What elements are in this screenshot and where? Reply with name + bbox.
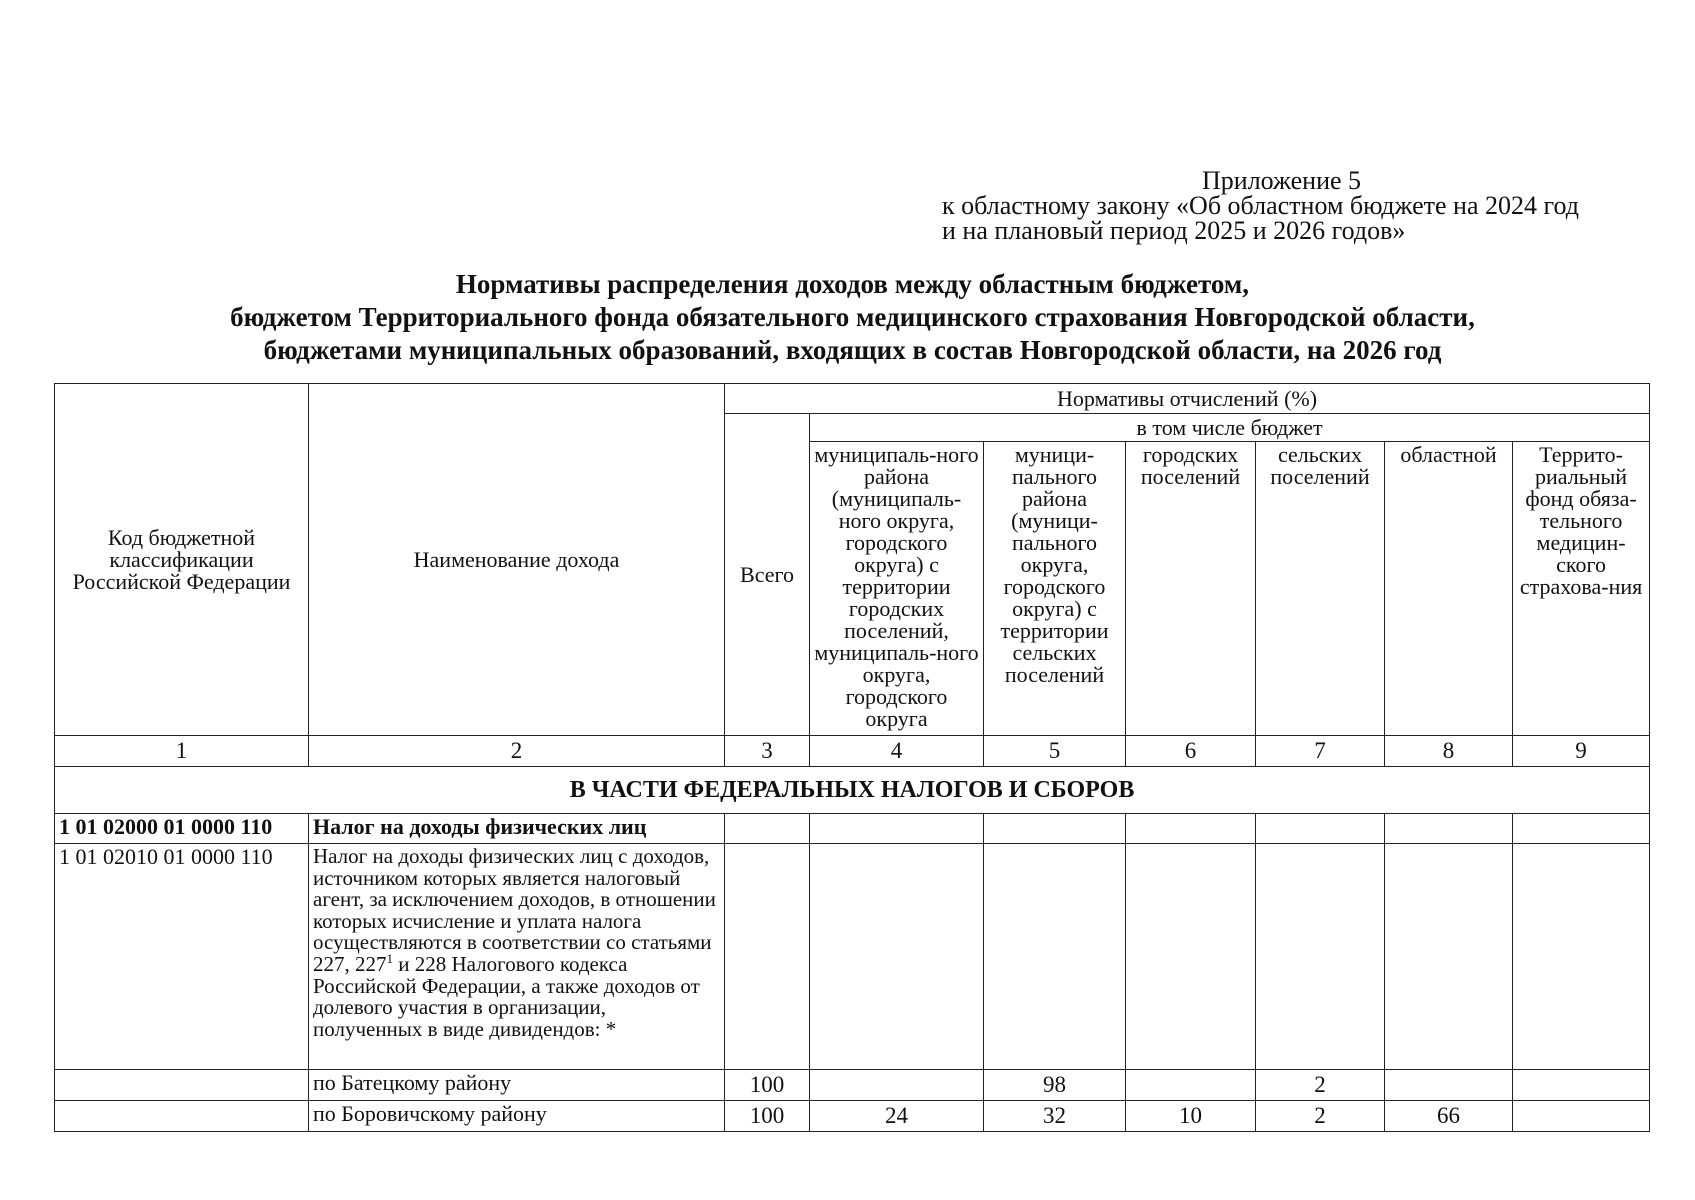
value-total: 100 bbox=[725, 1070, 810, 1101]
value-col-8: 66 bbox=[1385, 1101, 1513, 1132]
header-col-4: муниципаль-ного района (муниципаль-ного округа, городского округа) с территории городских поселений, муниципаль-ного округа, городского округа bbox=[810, 442, 984, 736]
row-code: 1 01 02010 01 0000 110 bbox=[55, 844, 309, 1070]
column-number: 9 bbox=[1513, 736, 1650, 767]
row-name-part-1: Налог на доходы физических лиц с доходов, источником которых является налоговый агент, за исключением доходов, в отношении которых исчисление и уплата налога осуществляются в соответствии со статьями 227, 227 bbox=[313, 844, 716, 976]
document-title bbox=[40, 268, 1665, 367]
row-code: 1 01 02000 01 0000 110 bbox=[55, 814, 309, 844]
column-number: 8 bbox=[1385, 736, 1513, 767]
row-name: по Батецкому району bbox=[309, 1070, 725, 1101]
empty-cell bbox=[1513, 814, 1650, 844]
table-row bbox=[55, 814, 1650, 844]
header-col-8: областной bbox=[1385, 442, 1513, 736]
empty-cell bbox=[984, 844, 1126, 1070]
row-name: Налог на доходы физических лиц bbox=[309, 814, 725, 844]
header-col-6: городских поселений bbox=[1126, 442, 1256, 736]
title-line-2: бюджетом Территориального фонда обязательного медицинского страхования Новгородской области, bbox=[230, 302, 1475, 332]
table-row bbox=[55, 844, 1650, 1070]
value-col-5: 98 bbox=[984, 1070, 1126, 1101]
value-col-5: 32 bbox=[984, 1101, 1126, 1132]
value-col-4: 24 bbox=[810, 1101, 984, 1132]
table-row bbox=[55, 1070, 1650, 1101]
column-number: 3 bbox=[725, 736, 810, 767]
empty-cell bbox=[1126, 814, 1256, 844]
value-col-4 bbox=[810, 1070, 984, 1101]
appendix-heading bbox=[942, 168, 1662, 243]
empty-cell bbox=[55, 1070, 309, 1101]
row-name-part-2: и 228 Налогового кодекса Российской Федерации, а также доходов от долевого участия в организации, полученных в виде дивидендов: * bbox=[313, 951, 700, 1041]
empty-cell bbox=[1513, 844, 1650, 1070]
value-col-7: 2 bbox=[1256, 1101, 1385, 1132]
empty-cell bbox=[1385, 844, 1513, 1070]
column-number: 5 bbox=[984, 736, 1126, 767]
empty-cell bbox=[1126, 844, 1256, 1070]
column-number: 2 bbox=[309, 736, 725, 767]
value-col-9 bbox=[1513, 1101, 1650, 1132]
title-line-1: Нормативы распределения доходов между областным бюджетом, bbox=[455, 269, 1250, 299]
header-norms: Нормативы отчислений (%) bbox=[725, 384, 1650, 414]
empty-cell bbox=[810, 814, 984, 844]
value-col-6 bbox=[1126, 1070, 1256, 1101]
appendix-law-reference: к областному закону «Об областном бюджете на 2024 год bbox=[942, 191, 1579, 220]
appendix-law-reference-cont: и на плановый период 2025 и 2026 годов» bbox=[942, 216, 1406, 245]
section-row bbox=[55, 767, 1650, 814]
header-col-9: Террито-риальный фонд обяза-тельного медицин-ского страхова-ния bbox=[1513, 442, 1650, 736]
header-col-7: сельских поселений bbox=[1256, 442, 1385, 736]
header-including: в том числе бюджет bbox=[810, 414, 1650, 442]
empty-cell bbox=[1256, 814, 1385, 844]
column-number: 6 bbox=[1126, 736, 1256, 767]
header-name: Наименование дохода bbox=[309, 384, 725, 736]
title-line-3: бюджетами муниципальных образований, входящих в состав Новгородской области, на 2026 год bbox=[263, 335, 1442, 365]
value-total: 100 bbox=[725, 1101, 810, 1132]
appendix-number: Приложение 5 bbox=[1202, 166, 1362, 195]
empty-cell bbox=[55, 1101, 309, 1132]
section-title: В ЧАСТИ ФЕДЕРАЛЬНЫХ НАЛОГОВ И СБОРОВ bbox=[55, 767, 1650, 814]
row-name-superscript: 1 bbox=[386, 950, 393, 966]
empty-cell bbox=[810, 844, 984, 1070]
column-number: 7 bbox=[1256, 736, 1385, 767]
empty-cell bbox=[725, 844, 810, 1070]
empty-cell bbox=[725, 814, 810, 844]
column-number: 4 bbox=[810, 736, 984, 767]
table-row bbox=[55, 1101, 1650, 1132]
row-name: по Боровичскому району bbox=[309, 1101, 725, 1132]
revenue-norms-table bbox=[54, 383, 1650, 1132]
empty-cell bbox=[1256, 844, 1385, 1070]
column-numbers-row bbox=[55, 736, 1650, 767]
header-col-5: муници-пального района (муници-пального округа, городского округа) с территории сельских поселений bbox=[984, 442, 1126, 736]
value-col-7: 2 bbox=[1256, 1070, 1385, 1101]
column-number: 1 bbox=[55, 736, 309, 767]
header-code: Код бюджетной классификации Российской Федерации bbox=[55, 384, 309, 736]
value-col-8 bbox=[1385, 1070, 1513, 1101]
value-col-9 bbox=[1513, 1070, 1650, 1101]
empty-cell bbox=[984, 814, 1126, 844]
row-name bbox=[309, 844, 725, 1070]
empty-cell bbox=[1385, 814, 1513, 844]
value-col-6: 10 bbox=[1126, 1101, 1256, 1132]
header-total: Всего bbox=[725, 414, 810, 736]
